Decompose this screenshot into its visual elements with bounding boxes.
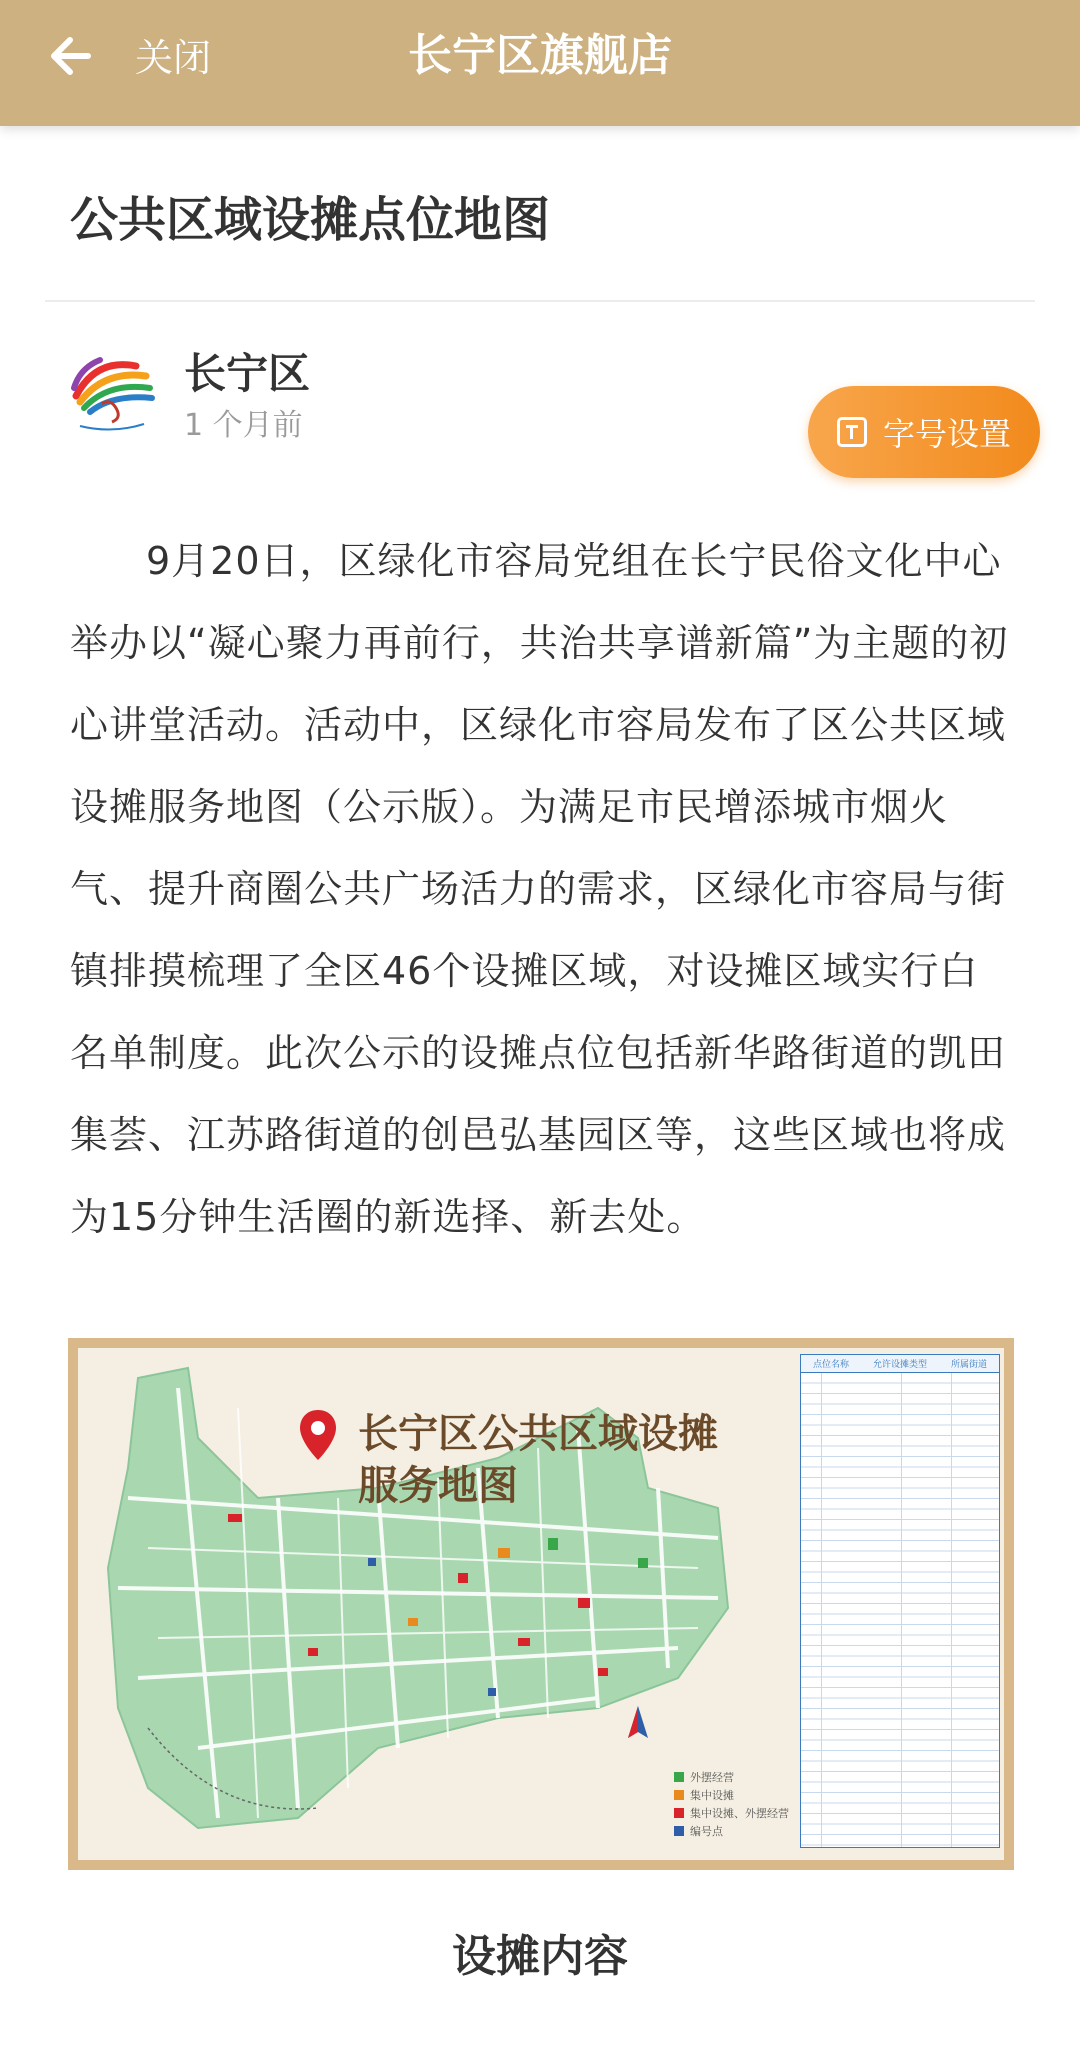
map-title <box>358 1408 718 1512</box>
top-bar <box>0 0 1080 126</box>
close-button[interactable]: 关闭 <box>135 36 212 80</box>
legend-item: 编号点 <box>674 1822 789 1840</box>
author-name[interactable]: 长宁区 <box>184 349 311 398</box>
legend-item: 集中设摊 <box>674 1786 789 1804</box>
legend-item: 集中设摊、外摆经营 <box>674 1804 789 1822</box>
article-title: 公共区域设摊点位地图 <box>70 192 551 248</box>
font-size-button-label: 字号设置 <box>882 415 1011 453</box>
table-rows <box>801 1373 999 1847</box>
text-size-icon <box>837 417 867 447</box>
map-location-table <box>800 1354 1000 1848</box>
map-legend <box>674 1768 789 1840</box>
avatar[interactable] <box>66 348 156 438</box>
font-size-button[interactable] <box>808 386 1040 478</box>
arrow-left-icon <box>44 28 100 84</box>
section-title: 设摊内容 <box>452 1931 628 1982</box>
table-header-cell: 所属街道 <box>950 1360 987 1370</box>
divider <box>45 300 1035 302</box>
table-header-cell: 允许设摊类型 <box>872 1360 927 1370</box>
map-image[interactable] <box>68 1338 1014 1870</box>
table-header-cell: 点位名称 <box>812 1360 849 1370</box>
publish-time: 1 个月前 <box>184 408 303 443</box>
table-header <box>801 1355 999 1373</box>
legend-item: 外摆经营 <box>674 1768 789 1786</box>
article-body: 9月20日，区绿化市容局党组在长宁民俗文化中心举办以“凝心聚力再前行，共治共享谱新篇”为主题的初心讲堂活动。活动中，区绿化市容局发布了区公共区域设摊服务地图（公示版）。为满足市民增添城市烟火气、提升商圈公共广场活力的需求，区绿化市容局与街镇排摸梳理了全区46个设摊区域，对设摊区域实行白名单制度。此次公示的设摊点位包括新华路街道的凯田集荟、江苏路街道的创邑弘基园区等，这些区域也将成为15分钟生活圈的新选择、新去处。 <box>70 539 1009 1239</box>
back-button[interactable] <box>44 28 104 92</box>
map-title-line2: 服务地图 <box>358 1463 518 1509</box>
map-pin-icon <box>298 1408 338 1462</box>
map-image-content <box>78 1348 1004 1860</box>
page-title: 长宁区旗舰店 <box>408 30 672 81</box>
map-title-line1: 长宁区公共区域设摊 <box>358 1411 718 1457</box>
